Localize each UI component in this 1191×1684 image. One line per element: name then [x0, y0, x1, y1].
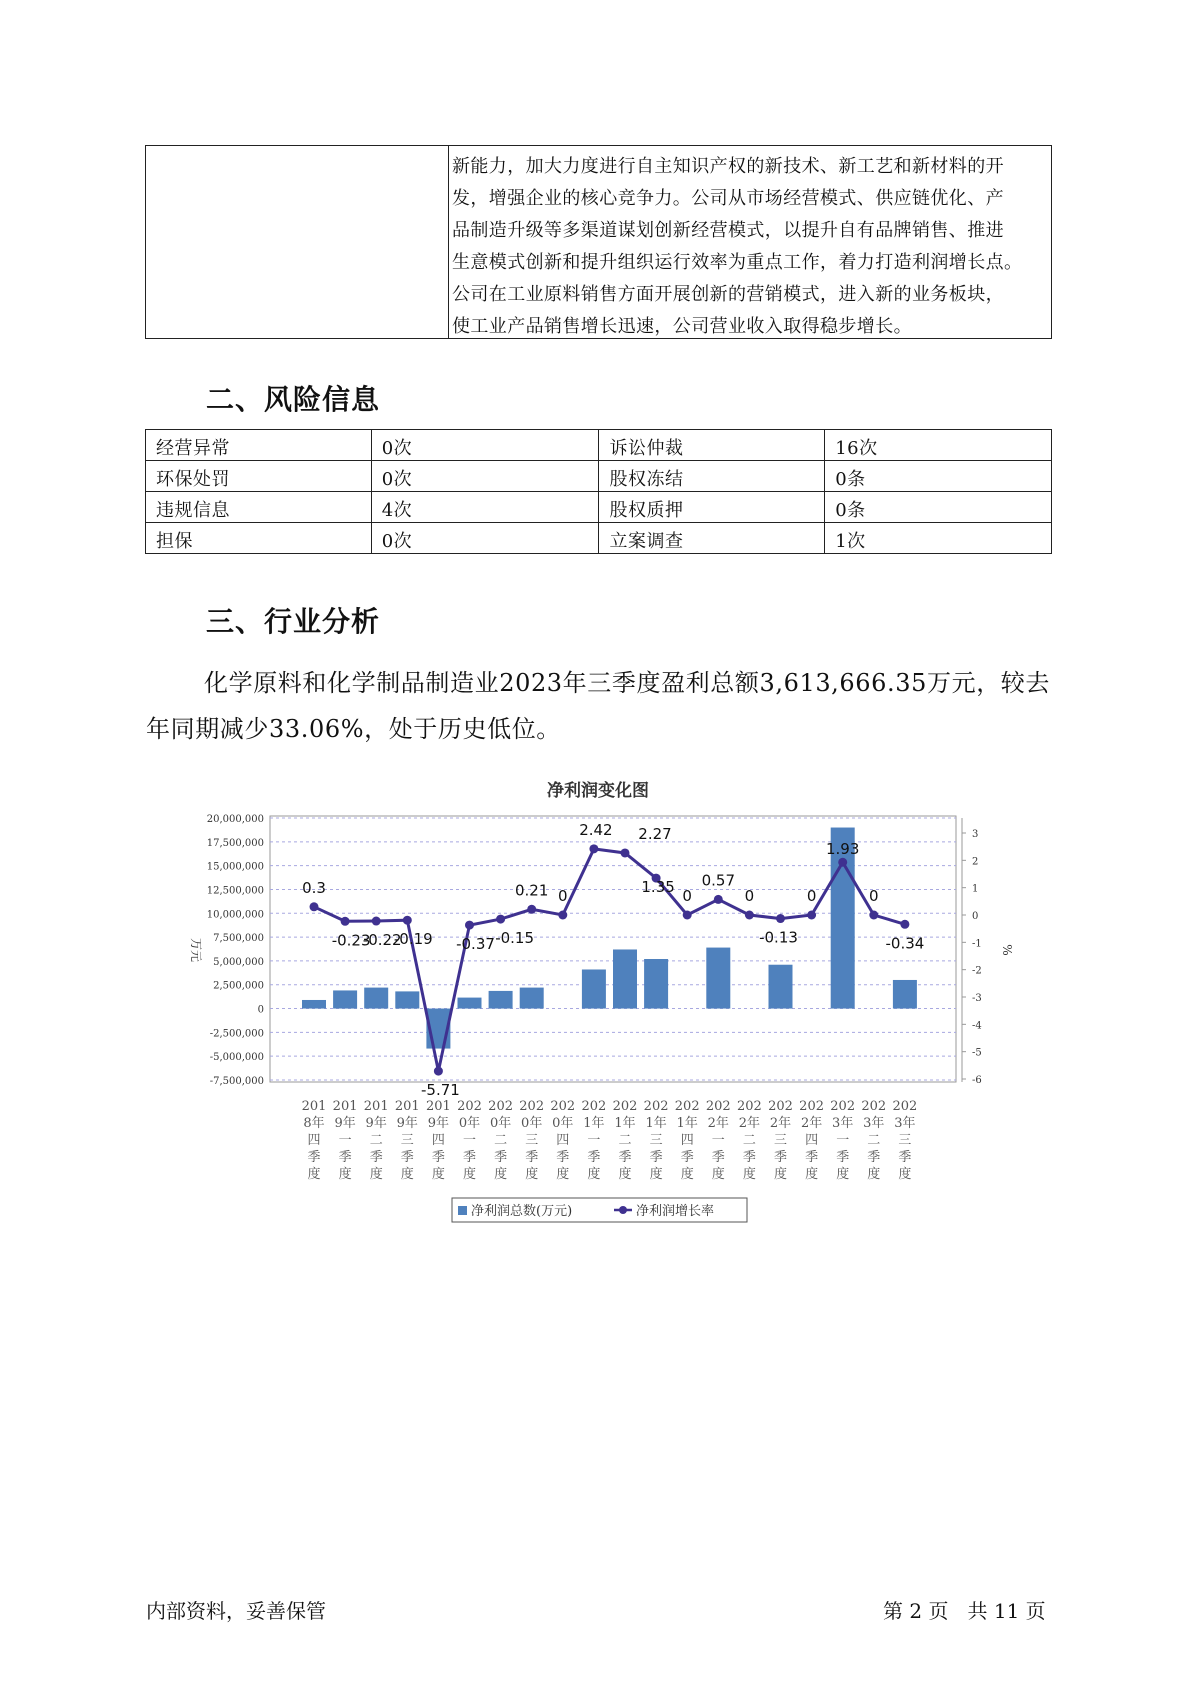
x-tick-label: 季 [431, 1150, 445, 1165]
x-tick-label: 四 [431, 1133, 445, 1148]
x-tick-label: 季 [742, 1150, 756, 1165]
x-tick-label: 二 [618, 1133, 632, 1148]
risk-value: 16次 [825, 430, 1052, 461]
description-line: 新能力，加大力度进行自主知识产权的新技术、新工艺和新材料的开 [452, 156, 1004, 177]
x-tick-label: 1年 [645, 1116, 667, 1131]
empty-label-cell [146, 146, 449, 338]
x-tick-label: 201 [425, 1099, 451, 1114]
y2-tick-label: 2 [972, 856, 979, 868]
description-line: 使工业产品销售增长迅速，公司营业收入取得稳步增长。 [452, 316, 912, 337]
x-tick-label: 201 [301, 1099, 327, 1114]
y-tick-label: 5,000,000 [213, 956, 264, 968]
bar [520, 988, 544, 1009]
risk-value: 0次 [371, 430, 599, 461]
risk-row [146, 430, 1052, 461]
x-tick-label: 季 [525, 1150, 539, 1165]
x-tick-label: 三 [649, 1133, 663, 1148]
x-tick-label: 一 [711, 1133, 725, 1148]
x-tick-label: 201 [394, 1099, 420, 1114]
x-tick-label: 度 [400, 1167, 414, 1182]
y2-tick-label: 0 [972, 911, 979, 922]
risk-label: 股权冻结 [599, 461, 825, 492]
x-tick-label: 四 [556, 1133, 570, 1148]
x-tick-label: 二 [867, 1133, 881, 1148]
growth-point [745, 911, 754, 920]
x-tick-label: 202 [581, 1099, 607, 1114]
x-tick-label: 201 [363, 1099, 389, 1114]
chart-svg [180, 770, 1014, 1230]
x-tick-label: 2年 [800, 1116, 823, 1131]
x-tick-label: 四 [805, 1133, 819, 1148]
x-tick-label: 季 [462, 1150, 477, 1165]
x-tick-label: 202 [736, 1099, 762, 1114]
bar [769, 965, 793, 1009]
risk-value: 1次 [825, 523, 1052, 554]
x-tick-label: 季 [680, 1150, 694, 1165]
x-tick-label: 202 [768, 1099, 793, 1114]
growth-data-label: 0.21 [514, 881, 549, 900]
x-tick-label: 1年 [583, 1116, 605, 1131]
x-tick-label: 202 [612, 1099, 638, 1114]
x-tick-label: 202 [861, 1099, 887, 1114]
y-tick-label: 2,500,000 [213, 980, 264, 992]
x-tick-label: 202 [550, 1099, 576, 1114]
x-tick-label: 度 [618, 1167, 632, 1182]
x-tick-label: 度 [556, 1167, 570, 1182]
bar [582, 969, 606, 1008]
growth-line [314, 849, 905, 1071]
description-line: 生意模式创新和提升组织运行效率为重点工作，着力打造利润增长点。 [452, 252, 1023, 273]
growth-point [621, 848, 630, 857]
growth-data-label: -5.71 [420, 1081, 460, 1100]
x-tick-label: 202 [488, 1099, 514, 1114]
risk-value: 0次 [371, 523, 599, 554]
growth-data-label: -0.13 [759, 928, 798, 947]
x-tick-label: 一 [338, 1133, 352, 1148]
growth-data-label: -0.37 [456, 935, 495, 954]
x-tick-label: 三 [773, 1133, 788, 1148]
x-tick-label: 1年 [676, 1116, 698, 1131]
y2-tick-label: -1 [972, 938, 982, 950]
industry-paragraph [146, 660, 1056, 752]
risk-label: 诉讼仲裁 [599, 430, 825, 461]
bar [706, 948, 730, 1009]
risk-label: 违规信息 [146, 492, 372, 523]
legend-bar-label: 净利润总数(万元) [471, 1204, 573, 1219]
x-tick-label: 2年 [769, 1116, 792, 1131]
y-tick-label: 7,500,000 [213, 933, 264, 945]
x-tick-label: 度 [369, 1167, 383, 1182]
x-tick-label: 8年 [303, 1116, 325, 1131]
legend-line-marker [619, 1206, 627, 1214]
growth-data-label: -0.22 [362, 931, 402, 950]
growth-point [465, 921, 474, 930]
x-tick-label: 度 [867, 1167, 881, 1182]
growth-data-label: 0 [869, 887, 879, 905]
x-tick-label: 四 [307, 1133, 321, 1148]
risk-value: 0条 [825, 461, 1052, 492]
risk-value: 4次 [371, 492, 599, 523]
y-axis-label: 万元 [189, 937, 203, 963]
x-tick-label: 一 [836, 1133, 850, 1148]
x-tick-label: 202 [674, 1099, 700, 1114]
x-tick-label: 二 [369, 1133, 383, 1148]
growth-data-label: 0 [682, 887, 692, 905]
growth-data-label: 0 [744, 887, 755, 905]
y2-tick-label: -6 [972, 1075, 982, 1086]
growth-point [714, 895, 723, 904]
growth-data-label: 0 [806, 887, 817, 905]
footer-note: 内部资料，妥善保管 [146, 1599, 326, 1623]
x-tick-label: 202 [892, 1099, 918, 1114]
x-tick-label: 9年 [334, 1116, 356, 1131]
growth-data-label: 0 [558, 887, 568, 905]
bar [333, 990, 357, 1008]
y-tick-label: 12,500,000 [206, 885, 264, 897]
x-tick-label: 度 [805, 1167, 819, 1182]
x-tick-label: 202 [799, 1099, 825, 1114]
legend-line-label: 净利润增长率 [636, 1204, 715, 1219]
y2-tick-label: 3 [972, 829, 979, 840]
growth-point [403, 916, 412, 925]
x-tick-label: 度 [494, 1167, 508, 1182]
x-tick-label: 季 [556, 1150, 570, 1165]
y-tick-label: -5,000,000 [209, 1052, 264, 1064]
growth-data-label: 1.93 [825, 840, 860, 859]
growth-point [589, 844, 598, 853]
growth-point [558, 911, 567, 920]
x-tick-label: 202 [830, 1099, 856, 1114]
x-tick-label: 一 [462, 1133, 477, 1148]
x-tick-label: 二 [742, 1133, 756, 1148]
y2-tick-label: -3 [972, 993, 982, 1004]
y-tick-label: 10,000,000 [206, 909, 264, 921]
x-tick-label: 季 [307, 1150, 321, 1165]
growth-data-label: -0.19 [393, 930, 433, 949]
growth-data-label: -0.15 [495, 929, 535, 948]
x-tick-label: 1年 [614, 1116, 636, 1131]
x-tick-label: 度 [462, 1167, 477, 1182]
description-line: 公司在工业原料销售方面开展创新的营销模式，进入新的业务板块， [452, 284, 1004, 305]
x-tick-label: 0年 [521, 1116, 543, 1131]
growth-point [838, 858, 847, 867]
y-tick-label: 17,500,000 [206, 837, 264, 849]
bar [893, 980, 917, 1009]
x-tick-label: 四 [680, 1133, 694, 1148]
growth-data-label: 0.57 [701, 871, 736, 890]
x-tick-label: 度 [431, 1167, 445, 1182]
x-tick-label: 一 [587, 1133, 601, 1148]
risk-section-title: 二、风险信息 [206, 383, 381, 416]
growth-data-label: 2.27 [638, 824, 672, 843]
x-tick-label: 度 [742, 1167, 756, 1182]
x-tick-label: 三 [525, 1133, 539, 1148]
risk-label: 股权质押 [599, 492, 825, 523]
growth-point [434, 1067, 443, 1076]
x-tick-label: 202 [705, 1099, 731, 1114]
x-tick-label: 202 [519, 1099, 545, 1114]
x-tick-label: 3年 [832, 1116, 854, 1131]
risk-label: 立案调查 [599, 523, 825, 554]
growth-point [776, 914, 785, 923]
risk-table [145, 429, 1052, 554]
x-tick-label: 度 [680, 1167, 694, 1182]
x-tick-label: 度 [773, 1167, 788, 1182]
x-tick-label: 度 [711, 1167, 725, 1182]
x-tick-label: 9年 [427, 1116, 450, 1131]
x-tick-label: 3年 [894, 1116, 916, 1131]
y2-tick-label: 1 [972, 883, 979, 895]
x-tick-label: 季 [494, 1150, 508, 1165]
x-tick-label: 二 [494, 1133, 508, 1148]
risk-row [146, 461, 1052, 492]
risk-label: 环保处罚 [146, 461, 372, 492]
description-line: 品制造升级等多渠道谋划创新经营模式，以提升自有品牌销售、推进 [452, 220, 1004, 241]
x-tick-label: 202 [457, 1099, 482, 1114]
bar [395, 991, 419, 1008]
x-tick-label: 季 [773, 1150, 788, 1165]
risk-value: 0次 [371, 461, 599, 492]
y2-tick-label: -5 [972, 1047, 982, 1059]
x-tick-label: 季 [836, 1150, 850, 1165]
growth-point [527, 905, 536, 914]
industry-section-title: 三、行业分析 [206, 605, 381, 638]
x-tick-label: 季 [711, 1150, 725, 1165]
x-tick-label: 0年 [552, 1116, 574, 1131]
x-tick-label: 季 [618, 1150, 632, 1165]
x-tick-label: 三 [400, 1133, 414, 1148]
x-tick-label: 9年 [365, 1116, 387, 1131]
x-tick-label: 度 [836, 1167, 850, 1182]
growth-point [372, 917, 381, 926]
growth-point [683, 911, 692, 920]
x-tick-label: 度 [649, 1167, 663, 1182]
growth-data-label: 0.3 [302, 878, 326, 897]
bar [644, 959, 668, 1009]
growth-data-label: 2.42 [579, 820, 613, 839]
description-cell [449, 146, 1051, 338]
x-tick-label: 季 [649, 1150, 663, 1165]
growth-point [900, 920, 909, 929]
risk-label: 担保 [146, 523, 372, 554]
x-tick-label: 0年 [489, 1116, 512, 1131]
bar [489, 991, 513, 1009]
x-tick-label: 季 [587, 1150, 601, 1165]
y-tick-label: 0 [257, 1004, 264, 1016]
x-tick-label: 季 [805, 1150, 819, 1165]
y2-tick-label: -2 [972, 965, 982, 977]
y-tick-label: -7,500,000 [209, 1076, 264, 1087]
y-tick-label: -2,500,000 [209, 1028, 264, 1040]
x-tick-label: 度 [587, 1167, 601, 1182]
growth-point [869, 911, 878, 920]
growth-point [310, 902, 319, 911]
growth-point [807, 911, 816, 920]
industry-paragraph-text: 化学原料和化学制品制造业2023年三季度盈利总额3,613,666.35万元，较去年同期减少33.06%，处于历史低位。 [146, 669, 1050, 743]
risk-label: 经营异常 [146, 430, 372, 461]
x-tick-label: 季 [338, 1150, 352, 1165]
risk-row [146, 492, 1052, 523]
description-line: 发，增强企业的核心竞争力。公司从市场经营模式、供应链优化、产 [452, 188, 1004, 209]
x-tick-label: 201 [332, 1099, 358, 1114]
growth-data-label: 1.35 [641, 878, 675, 897]
growth-data-label: -0.23 [331, 931, 371, 950]
x-tick-label: 度 [338, 1167, 352, 1182]
x-tick-label: 2年 [738, 1116, 761, 1131]
x-tick-label: 度 [525, 1167, 539, 1182]
bar [458, 998, 482, 1009]
legend-bar-swatch [458, 1206, 467, 1215]
net-profit-chart [180, 770, 1014, 1230]
continuation-table [145, 145, 1052, 339]
y2-axis-label: % [1000, 944, 1014, 956]
x-tick-label: 三 [898, 1133, 912, 1148]
bar [364, 988, 388, 1009]
x-tick-label: 度 [307, 1167, 321, 1182]
bar [302, 1000, 326, 1009]
x-tick-label: 0年 [458, 1116, 481, 1131]
chart-title: 净利润变化图 [547, 781, 649, 801]
y2-tick-label: -4 [972, 1020, 982, 1032]
x-tick-label: 季 [400, 1150, 414, 1165]
x-tick-label: 3年 [863, 1116, 885, 1131]
growth-point [341, 917, 350, 926]
bar [613, 949, 637, 1008]
growth-data-label: -0.34 [885, 934, 925, 953]
risk-value: 0条 [825, 492, 1052, 523]
x-tick-label: 202 [643, 1099, 669, 1114]
x-tick-label: 9年 [396, 1116, 418, 1131]
page-number: 第 2 页 共 11 页 [883, 1599, 1046, 1623]
y-tick-label: 15,000,000 [206, 861, 264, 873]
growth-point [496, 915, 505, 924]
risk-row [146, 523, 1052, 554]
x-tick-label: 季 [898, 1150, 912, 1165]
x-tick-label: 季 [369, 1150, 383, 1165]
x-tick-label: 2年 [707, 1116, 729, 1131]
y-tick-label: 20,000,000 [206, 814, 264, 825]
x-tick-label: 度 [898, 1167, 912, 1182]
x-tick-label: 季 [867, 1150, 881, 1165]
